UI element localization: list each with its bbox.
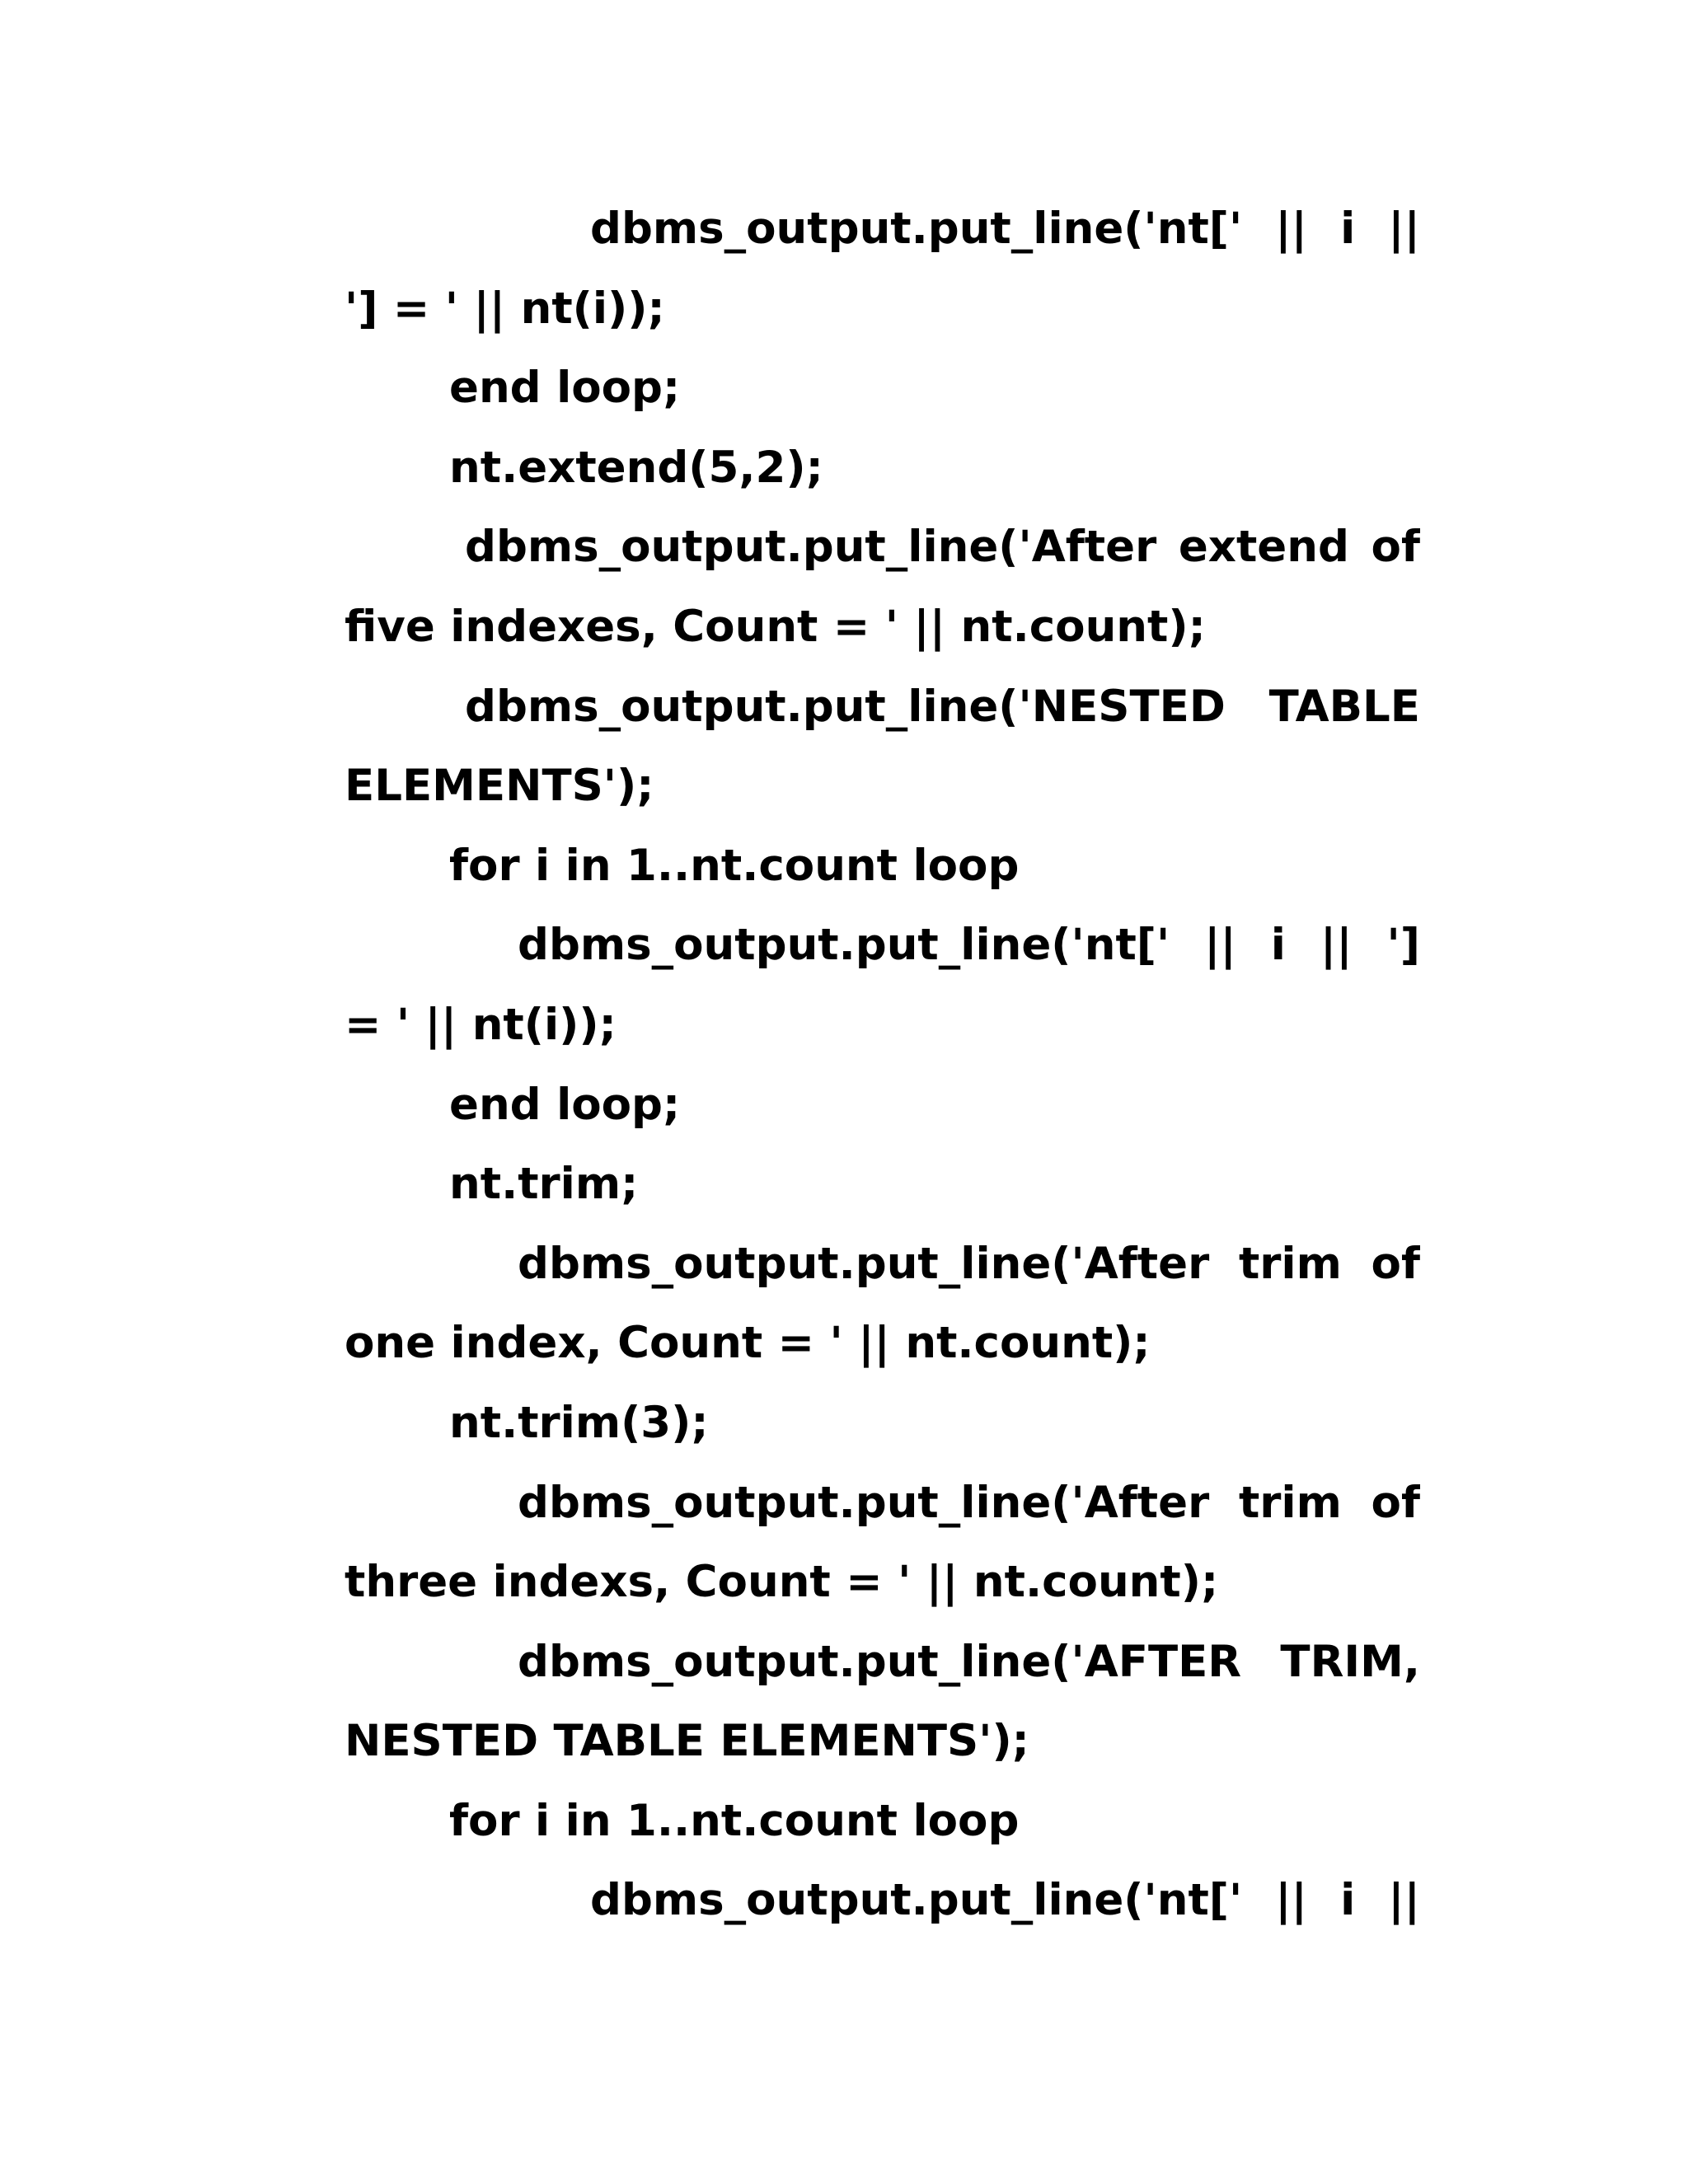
code-line: dbms_output.put_line('After extend of [465, 522, 1420, 573]
code-line: '] = ' || nt(i)); [345, 283, 665, 334]
code-line: NESTED TABLE ELEMENTS'); [345, 1716, 1029, 1767]
code-line: end loop; [449, 363, 681, 414]
code-line: nt.extend(5,2); [449, 442, 823, 493]
code-line: for i in 1..nt.count loop [449, 1795, 1020, 1846]
code-line: dbms_output.put_line('nt[' || i || [590, 204, 1420, 254]
code-line: five indexes, Count = ' || nt.count); [345, 601, 1206, 652]
code-line: three indexs, Count = ' || nt.count); [345, 1557, 1219, 1608]
code-line: = ' || nt(i)); [345, 999, 617, 1050]
code-line: end loop; [449, 1079, 681, 1130]
code-line: one index, Count = ' || nt.count); [345, 1318, 1151, 1369]
code-block [345, 190, 1420, 1941]
code-line: nt.trim(3); [449, 1397, 709, 1448]
code-line: dbms_output.put_line('NESTED TABLE [465, 681, 1420, 732]
code-line: dbms_output.put_line('nt[' || i || '] [518, 920, 1420, 971]
code-line: dbms_output.put_line('After trim of [518, 1238, 1420, 1289]
code-line: dbms_output.put_line('AFTER TRIM, [518, 1636, 1420, 1687]
code-line: dbms_output.put_line('nt[' || i || [590, 1875, 1420, 1926]
code-line: dbms_output.put_line('After trim of [518, 1477, 1420, 1528]
code-line: for i in 1..nt.count loop [449, 840, 1020, 891]
code-line: nt.trim; [449, 1159, 639, 1210]
code-line: ELEMENTS'); [345, 761, 654, 812]
